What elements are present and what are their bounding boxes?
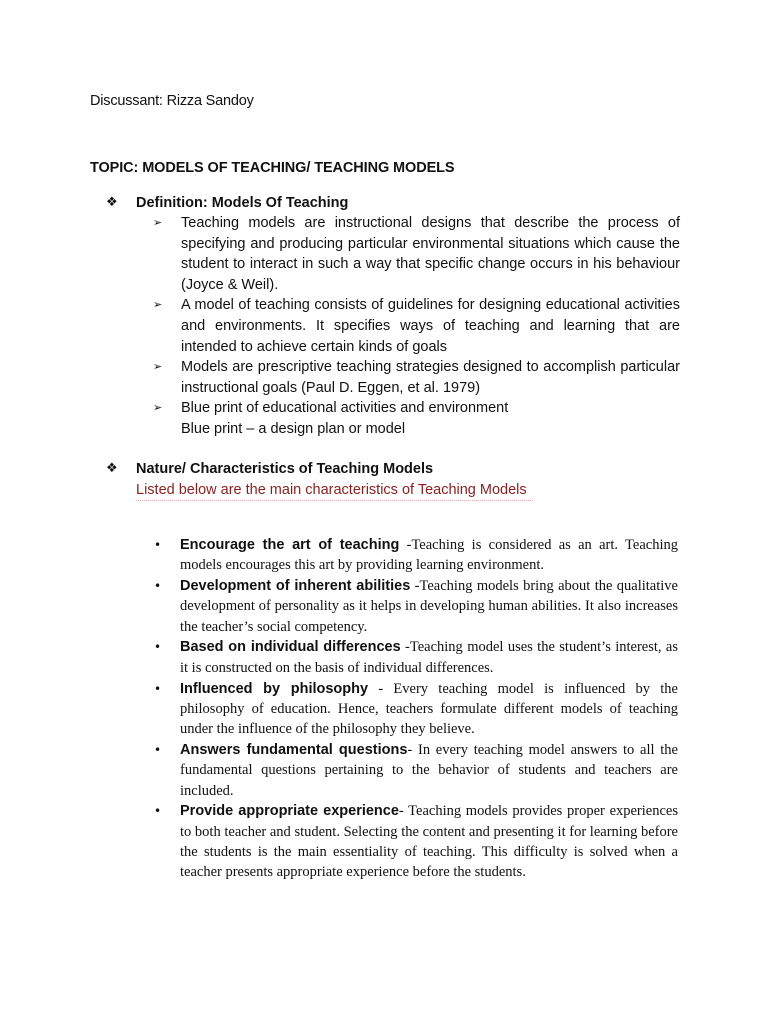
definition-list [148,213,680,440]
list-item: ➢ A model of teaching consists of guidelines for designing educational activities and environments. It specifies ways of teaching and learning that are intended to achieve certain kinds of goals [153,297,680,355]
round-bullet-icon: • [154,579,162,594]
nature-title: Nature/ Characteristics of Teaching Models [136,461,434,477]
list-item: ➢ Blue print of educational activities and environment Blue print – a design plan or model [148,398,680,439]
list-item: ➢ Models are prescriptive teaching strategies designed to accomplish particular instructional goals (Paul D. Eggen, et al. 1979) [153,359,680,396]
definition-section [106,193,686,213]
nature-heading [106,459,686,479]
round-bullet-icon: • [154,681,162,696]
list-item-subtext: Blue print – a design plan or model [181,420,406,437]
arrow-bullet-icon: ➢ [153,298,163,312]
list-item: • Answers fundamental questions- In every teaching model answers to all the fundamental questions pertaining to the behavior of students and teachers are included. [154,741,678,799]
definition-heading [106,193,686,213]
arrow-bullet-icon: ➢ [153,401,163,415]
nature-section [106,459,686,479]
round-bullet-icon: • [154,804,162,819]
list-item: • Development of inherent abilities -Teaching models bring about the qualitative development of personality as it helps in developing human abilities. It also increases the teacher’s social competency. [154,578,678,635]
list-item: ➢ Teaching models are instructional designs that describe the process of specifying and producing particular environmental situations which cause the student to interact in such a way that specific change occurs in his behaviour (Joyce & Weil). [153,215,680,293]
topic-heading: TOPIC: MODELS OF TEACHING/ TEACHING MODELS [90,160,455,176]
list-item: • Influenced by philosophy - Every teaching model is influenced by the philosophy of education. Hence, teachers formulate different models of teaching under the influence of the philosophy they believe. [154,680,678,738]
round-bullet-icon: • [154,538,162,552]
round-bullet-icon: • [154,640,162,655]
characteristics-list [152,535,678,883]
definition-title: Definition: Models Of Teaching [136,195,349,211]
list-item: • Encourage the art of teaching -Teaching is considered as an art. Teaching models encourages this art by providing learning environment. [154,537,678,574]
arrow-bullet-icon: ➢ [153,216,163,229]
list-item: • Provide appropriate experience- Teaching models provides proper experiences to both teacher and student. Selecting the content and presenting it for learning before the students is the main essentiality of teaching. This difficulty is solved when a teacher presents appropriate experience before the students. [154,803,678,881]
list-item: • Based on individual differences -Teaching model uses the student’s interest, as it is constructed on the basis of individual differences. [154,639,678,676]
diamond-bullet-icon: ❖ [106,461,118,476]
diamond-bullet-icon: ❖ [106,195,118,210]
round-bullet-icon: • [154,742,162,757]
discussant-line: Discussant: Rizza Sandoy [90,93,254,109]
arrow-bullet-icon: ➢ [153,360,163,374]
nature-intro: Listed below are the main characteristics of Teaching Models [136,480,533,501]
